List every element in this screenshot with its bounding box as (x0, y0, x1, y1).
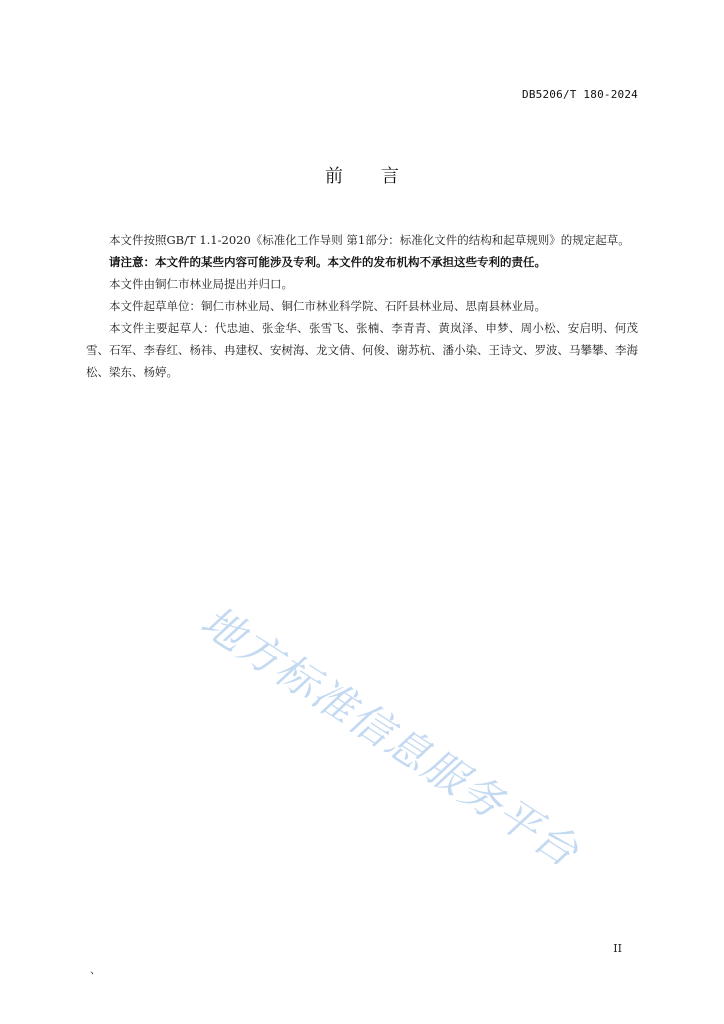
standard-code: DB5206/T 180-2024 (522, 88, 638, 101)
stray-mark: 、 (90, 963, 101, 976)
paragraph-drafters: 本文件主要起草人：代忠迪、张金华、张雪飞、张楠、李青青、黄岚泽、申梦、周小松、安启明、何茂雪、石军、李春红、杨祎、冉建权、安树海、龙文倩、何俊、谢苏杭、潘小染、王诗文、罗波、马攀攀、李海松、梁东、杨婷。 (86, 321, 638, 379)
page-number: II (613, 942, 622, 955)
foreword-body (86, 229, 638, 383)
page-title: 前言 (325, 166, 437, 187)
watermark: 地方标准信息服务平台 (192, 596, 589, 878)
paragraph-drafting-units: 本文件起草单位：铜仁市林业局、铜仁市林业科学院、石阡县林业局、思南县林业局。 (109, 299, 546, 313)
paragraph-proposer: 本文件由铜仁市林业局提出并归口。 (109, 277, 293, 291)
patent-notice: 请注意：本文件的某些内容可能涉及专利。本文件的发布机构不承担这些专利的责任。 (109, 255, 546, 269)
paragraph-drafting-rules: 本文件按照GB/T 1.1-2020《标准化工作导则 第1部分：标准化文件的结构和起草规则》的规定起草。 (109, 233, 630, 247)
